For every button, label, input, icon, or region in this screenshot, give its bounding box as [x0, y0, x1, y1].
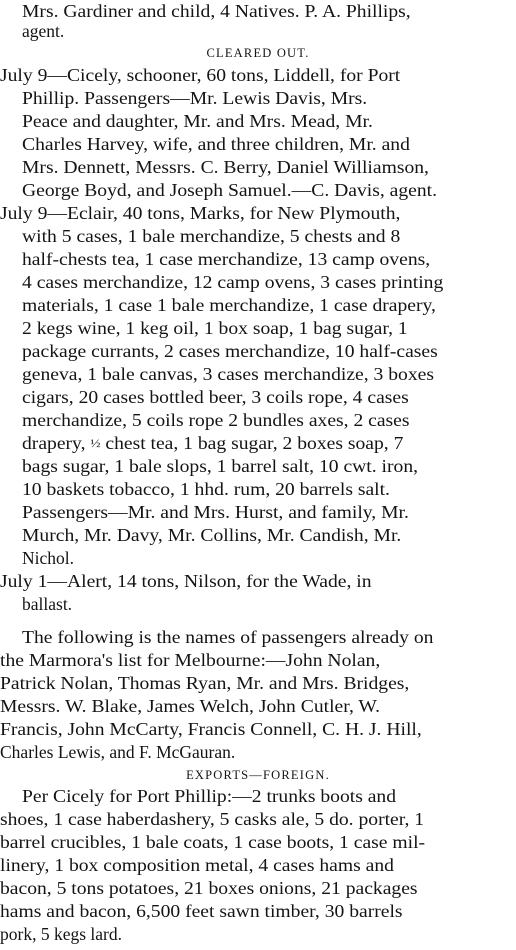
text-line: Patrick Nolan, Thomas Ryan, Mr. and Mrs. Bridges,	[0, 673, 410, 693]
text-line: shoes, 1 case haberdashery, 5 casks ale, 5 do. porter, 1	[0, 809, 425, 829]
fraction-half: ½	[90, 436, 101, 450]
text-line: bags sugar, 1 bale slops, 1 barrel salt, 10 cwt. iron,	[22, 456, 419, 476]
text-line: 2 kegs wine, 1 keg oil, 1 box soap, 1 bag sugar, 1	[22, 318, 408, 338]
text-line: geneva, 1 bale canvas, 3 cases merchandize, 3 boxes	[22, 364, 434, 384]
text-line: Peace and daughter, Mr. and Mrs. Mead, Mr.	[22, 111, 373, 131]
text-line: Per Cicely for Port Phillip:—2 trunks boots and	[22, 786, 397, 806]
text-line: 10 baskets tobacco, 1 hhd. rum, 20 barrels salt.	[22, 479, 390, 499]
text-line: the Marmora's list for Melbourne:—John Nolan,	[0, 650, 381, 670]
text-line-with-fraction	[22, 432, 516, 454]
text-line: Phillip. Passengers—Mr. Lewis Davis, Mrs.	[22, 88, 368, 108]
text-line: barrel crucibles, 1 bale coats, 1 case boots, 1 case mil-	[0, 832, 426, 852]
fraction-line-after: chest tea, 1 bag sugar, 2 boxes soap, 7	[100, 433, 404, 453]
text-line: pork, 5 kegs lard.	[0, 924, 122, 944]
text-line: July 1—Alert, 14 tons, Nilson, for the Wade, in	[0, 571, 372, 591]
text-line: package currants, 2 cases merchandize, 10 half-cases	[22, 341, 438, 361]
text-line: George Boyd, and Joseph Samuel.—C. Davis, agent.	[22, 180, 437, 200]
text-line: agent.	[22, 21, 65, 41]
text-line: linery, 1 box composition metal, 4 cases hams and	[0, 855, 394, 875]
text-line: merchandize, 5 coils rope 2 bundles axes, 2 cases	[22, 410, 410, 430]
text-line: The following is the names of passengers already on	[22, 627, 434, 647]
text-line: ballast.	[22, 594, 73, 614]
text-line: July 9—Cicely, schooner, 60 tons, Liddell, for Port	[0, 65, 401, 85]
text-line: materials, 1 case 1 bale merchandize, 1 case drapery,	[22, 295, 436, 315]
text-line: Mrs. Gardiner and child, 4 Natives. P. A. Phillips,	[22, 1, 411, 21]
text-line: Messrs. W. Blake, James Welch, John Cutler, W.	[0, 696, 381, 716]
text-line: Francis, John McCarty, Francis Connell, C. H. J. Hill,	[0, 719, 422, 739]
text-line: Passengers—Mr. and Mrs. Hurst, and family, Mr.	[22, 502, 409, 522]
text-line: 4 cases merchandize, 12 camp ovens, 3 cases printing	[22, 272, 444, 292]
text-line: Mrs. Dennett, Messrs. C. Berry, Daniel Williamson,	[22, 157, 429, 177]
section-heading-exports-foreign: EXPORTS—FOREIGN.	[186, 768, 330, 782]
text-line: Charles Lewis, and F. McGauran.	[0, 742, 236, 762]
text-line: July 9—Eclair, 40 tons, Marks, for New Plymouth,	[0, 203, 401, 223]
text-line: Charles Harvey, wife, and three children, Mr. and	[22, 134, 410, 154]
text-line: half-chests tea, 1 case merchandize, 13 camp ovens,	[22, 249, 431, 269]
text-line: Murch, Mr. Davy, Mr. Collins, Mr. Candish, Mr.	[22, 525, 402, 545]
text-line: Nichol.	[22, 548, 75, 568]
section-heading-cleared-out: CLEARED OUT.	[206, 46, 310, 60]
text-line: bacon, 5 tons potatoes, 21 boxes onions, 21 packages	[0, 878, 418, 898]
text-line: hams and bacon, 6,500 feet sawn timber, 30 barrels	[0, 901, 403, 921]
fraction-line-before: drapery,	[22, 433, 91, 453]
text-line: with 5 cases, 1 bale merchandize, 5 chests and 8	[22, 226, 401, 246]
text-line: cigars, 20 cases bottled beer, 3 coils rope, 4 cases	[22, 387, 409, 407]
